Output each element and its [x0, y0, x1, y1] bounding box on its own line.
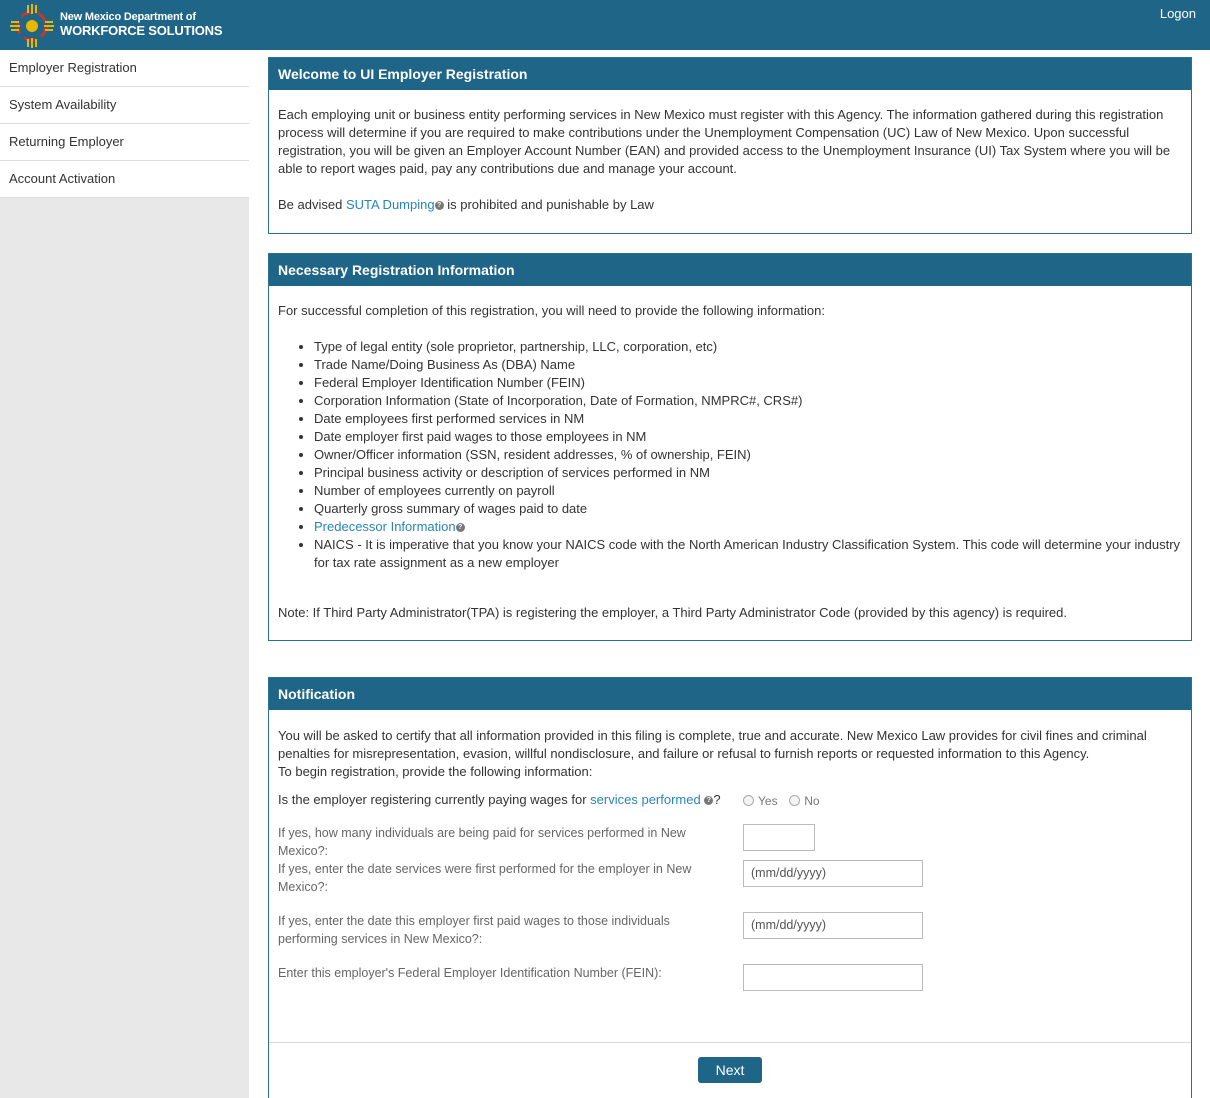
- notification-title: Notification: [269, 678, 1191, 710]
- begin-instructions: To begin registration, provide the following information:: [278, 764, 593, 779]
- list-item: • Corporation Information (State of Incorporation, Date of Formation, NMPRC#, CRS#): [314, 392, 1182, 410]
- tpa-note: Note: If Third Party Administrator(TPA) is registering the employer, a Third Party Administrator Code (provided by this agency) is required.: [278, 605, 1067, 620]
- wages-date-input[interactable]: (mm/dd/yyyy): [743, 912, 923, 939]
- agency-name-line2: WORKFORCE SOLUTIONS: [60, 23, 223, 38]
- welcome-title: Welcome to UI Employer Registration: [269, 58, 1191, 90]
- list-item: • Federal Employer Identification Number (FEIN): [314, 374, 1182, 392]
- list-item-predecessor: [314, 518, 1182, 536]
- predecessor-information-link[interactable]: Predecessor Information: [314, 519, 456, 534]
- list-item: • Type of legal entity (sole proprietor, partnership, LLC, corporation, etc): [314, 338, 1182, 356]
- agency-name-line1: New Mexico Department of: [60, 11, 196, 23]
- help-icon[interactable]: ?: [435, 201, 444, 210]
- suta-advisory: [278, 196, 1182, 214]
- paying-wages-question: [278, 791, 721, 809]
- list-item: • Date employees first performed services in NM: [314, 410, 1182, 428]
- fein-label: Enter this employer's Federal Employer Identification Number (FEIN):: [278, 966, 662, 980]
- sidebar-item-employer-registration[interactable]: Employer Registration: [0, 50, 249, 87]
- yes-label: Yes: [758, 793, 778, 808]
- question-suffix: ?: [713, 792, 721, 807]
- services-date-input[interactable]: (mm/dd/yyyy): [743, 860, 923, 887]
- top-bar: [0, 0, 1210, 50]
- list-item: • Date employer first paid wages to those employees in NM: [314, 428, 1182, 446]
- wages-date-label: If yes, enter the date this employer first paid wages to those individuals performing services in New Mexico?:: [278, 914, 670, 946]
- notification-panel: [268, 677, 1192, 1098]
- no-radio[interactable]: [789, 795, 800, 806]
- sidebar-item-system-availability[interactable]: System Availability: [0, 87, 249, 124]
- list-item: • Quarterly gross summary of wages paid to date: [314, 500, 1182, 518]
- list-item: • Number of employees currently on payroll: [314, 482, 1182, 500]
- no-label: No: [804, 793, 820, 808]
- nm-workforce-logo-icon: [8, 2, 56, 48]
- necessary-info-panel: [268, 253, 1192, 641]
- services-performed-link[interactable]: services performed: [590, 792, 701, 807]
- advisory-suffix: is prohibited and punishable by Law: [447, 197, 654, 212]
- help-icon[interactable]: ?: [704, 796, 713, 805]
- sidebar-nav: [0, 50, 249, 198]
- requirements-list: [278, 338, 1182, 572]
- logon-link[interactable]: Logon: [1159, 6, 1196, 21]
- notification-paragraph: You will be asked to certify that all information provided in this filing is complete, true and accurate. New Mexico Law provides for civil fines and criminal penalties for misrepresentation, evasion, willful nondisclosure, and failure or refusal to furnish reports or requested information to this Agency.: [278, 728, 1147, 761]
- advisory-prefix: Be advised: [278, 197, 343, 212]
- next-button[interactable]: Next: [698, 1057, 762, 1083]
- fein-input[interactable]: [743, 964, 923, 991]
- suta-dumping-link[interactable]: SUTA Dumping: [345, 197, 435, 212]
- sidebar: [0, 50, 249, 1098]
- welcome-paragraph: Each employing unit or business entity performing services in New Mexico must register with this Agency. The information gathered during this registration process will determine if you are required to make contributions under the Unemployment Compensation (UC) Law of New Mexico. Upon successful registration, you will be given an Employer Account Number (EAN) and provided access to the Unemployment Insurance (UI) Tax System where you will be able to report wages paid, pay any contributions due and manage your account.: [278, 107, 1171, 176]
- list-item: • Trade Name/Doing Business As (DBA) Name: [314, 356, 1182, 374]
- necessary-intro: For successful completion of this registration, you will need to provide the following information:: [278, 303, 825, 318]
- question-prefix: Is the employer registering currently paying wages for: [278, 792, 587, 807]
- welcome-panel: [268, 57, 1192, 234]
- agency-name: [60, 11, 222, 38]
- employee-count-input[interactable]: [743, 824, 815, 851]
- yes-radio[interactable]: [743, 795, 754, 806]
- list-item: • Owner/Officer information (SSN, resident addresses, % of ownership, FEIN): [314, 446, 1182, 464]
- help-icon[interactable]: ?: [456, 523, 465, 532]
- list-item-naics: • NAICS - It is imperative that you know your NAICS code with the North American Industry Classification System. This code will determine your industry for tax rate assignment as a new employer: [314, 536, 1182, 572]
- list-item: • Principal business activity or description of services performed in NM: [314, 464, 1182, 482]
- paying-wages-radio-group: [743, 791, 828, 810]
- employee-count-label: If yes, how many individuals are being paid for services performed in New Mexico?:: [278, 826, 686, 858]
- services-date-label: If yes, enter the date services were first performed for the employer in New Mexico?:: [278, 862, 692, 894]
- sidebar-item-returning-employer[interactable]: Returning Employer: [0, 124, 249, 161]
- divider: [269, 1042, 1191, 1043]
- necessary-info-title: Necessary Registration Information: [269, 254, 1191, 286]
- sidebar-item-account-activation[interactable]: Account Activation: [0, 161, 249, 198]
